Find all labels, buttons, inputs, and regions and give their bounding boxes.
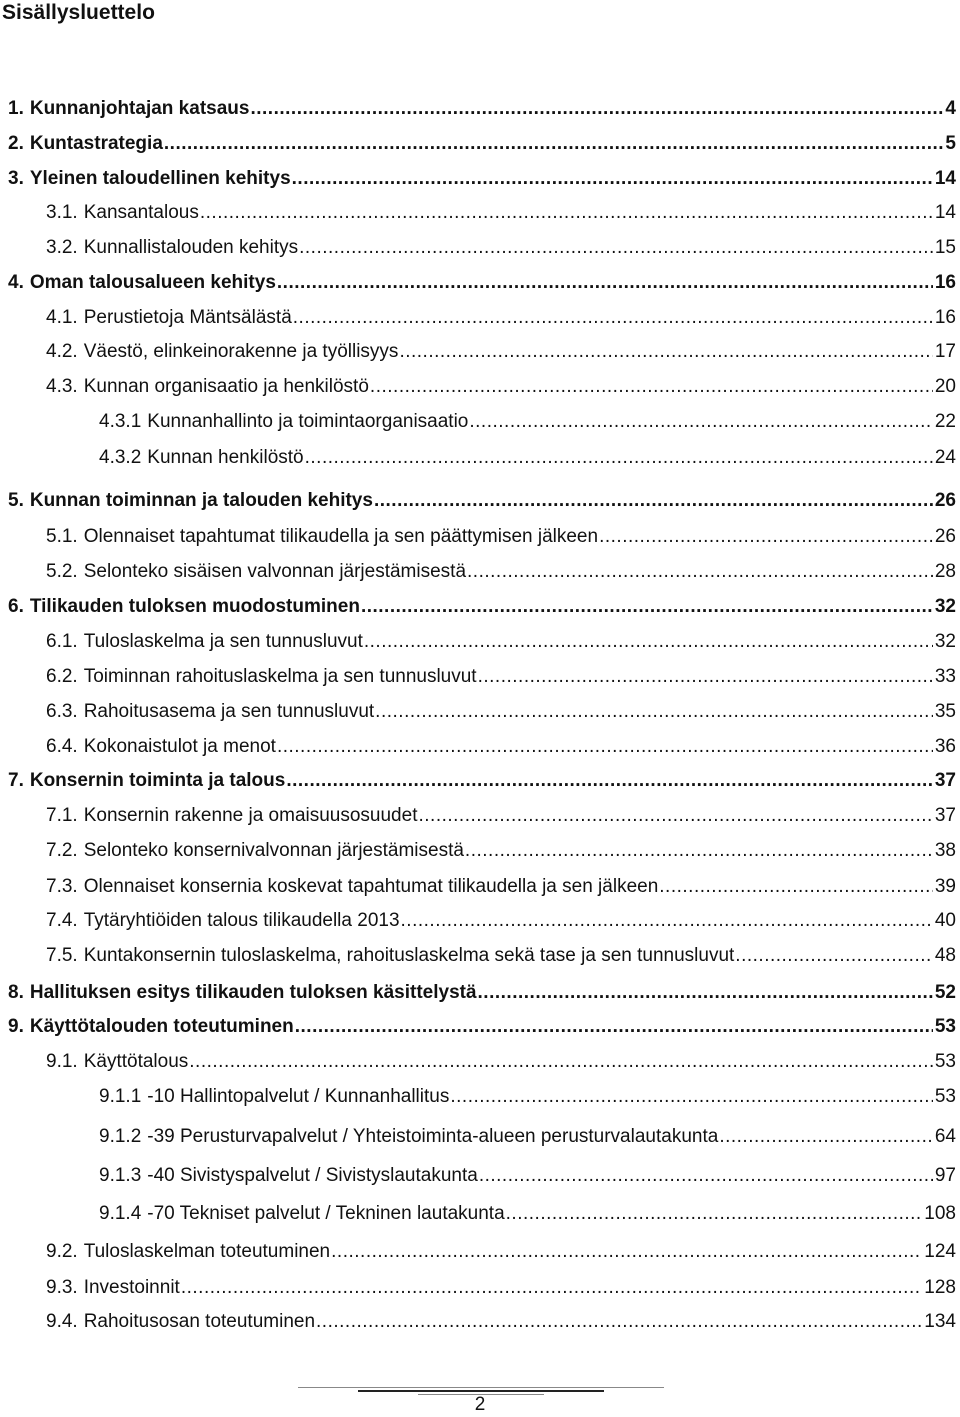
toc-entry-title: Kunnallistalouden kehitys (83, 237, 299, 258)
toc-entry-title: Kunnanhallinto ja toimintaorganisaatio (147, 411, 469, 432)
toc-entry-number: 9.1.3 (99, 1165, 142, 1186)
toc-entry-title: -10 Hallintopalvelut / Kunnanhallitus (147, 1086, 450, 1107)
toc-dot-leader (364, 629, 933, 655)
toc-dot-leader (164, 131, 944, 157)
toc-entry-page: 4 (945, 98, 956, 119)
toc-dot-leader (374, 488, 933, 514)
toc-dot-leader (399, 339, 932, 365)
toc-entry-number: 6.3. (46, 701, 78, 722)
toc-entry-page: 36 (934, 736, 956, 757)
toc-entry-number: 6.2. (46, 666, 78, 687)
toc-entry-page: 134 (924, 1311, 956, 1332)
toc-dot-leader (305, 445, 933, 471)
toc-dot-leader (659, 874, 933, 900)
toc-entry-page: 97 (934, 1165, 956, 1186)
toc-entry-page: 64 (934, 1126, 956, 1147)
toc-entry-title: Tuloslaskelman toteutuminen (83, 1241, 331, 1262)
toc-entry-title: Konsernin toiminta ja talous (29, 770, 286, 791)
toc-entry-page: 124 (924, 1241, 956, 1262)
toc-entry-number: 4.2. (46, 341, 78, 362)
toc-entry-title: Rahoitusosan toteutuminen (83, 1311, 316, 1332)
toc-entry-page: 17 (934, 341, 956, 362)
toc-entry-title: Kunnan organisaatio ja henkilöstö (83, 376, 369, 397)
toc-entry[interactable] (99, 1201, 956, 1227)
toc-entry-title: Toiminnan rahoituslaskelma ja sen tunnusluvut (83, 666, 477, 687)
toc-entry-number: 1. (8, 98, 24, 119)
toc-entry-page: 14 (934, 202, 956, 223)
toc-entry-number: 5.2. (46, 561, 78, 582)
toc-dot-leader (277, 270, 933, 296)
toc-entry-page: 38 (934, 840, 956, 861)
toc-entry-title: Väestö, elinkeinorakenne ja työllisyys (83, 341, 399, 362)
toc-dot-leader (506, 1201, 923, 1227)
toc-entry-title: Olennaiset tapahtumat tilikaudella ja sen päättymisen jälkeen (83, 526, 599, 547)
toc-entry[interactable] (46, 908, 956, 934)
toc-entry[interactable] (46, 305, 956, 331)
toc-dot-leader (316, 1309, 922, 1335)
toc-entry-page: 32 (934, 631, 956, 652)
toc-entry[interactable] (8, 980, 956, 1006)
toc-entry[interactable] (8, 594, 956, 620)
toc-entry-page: 53 (934, 1051, 956, 1072)
toc-entry[interactable] (46, 559, 956, 585)
toc-entry-number: 5. (8, 490, 24, 511)
toc-entry-page: 35 (934, 701, 956, 722)
toc-entry-number: 9.1.4 (99, 1203, 142, 1224)
toc-entry[interactable] (46, 1309, 956, 1335)
toc-entry-title: Kansantalous (83, 202, 199, 223)
toc-dot-leader (286, 768, 933, 794)
toc-entry-number: 7.5. (46, 945, 78, 966)
toc-dot-leader (277, 734, 933, 760)
toc-entry[interactable] (46, 235, 956, 261)
toc-dot-leader (189, 1049, 933, 1075)
toc-entry[interactable] (46, 699, 956, 725)
toc-entry-number: 4.1. (46, 307, 78, 328)
toc-entry-page: 32 (934, 596, 956, 617)
toc-entry[interactable] (8, 166, 956, 192)
toc-entry-title: Selonteko konsernivalvonnan järjestämisestä (83, 840, 464, 861)
toc-dot-leader (599, 524, 933, 550)
toc-entry-number: 9.2. (46, 1241, 78, 1262)
toc-entry-page: 40 (934, 910, 956, 931)
toc-dot-leader (331, 1239, 922, 1265)
toc-entry[interactable] (46, 664, 956, 690)
toc-dot-leader (465, 838, 933, 864)
toc-entry[interactable] (8, 488, 956, 514)
toc-entry-number: 7. (8, 770, 24, 791)
toc-entry-number: 2. (8, 133, 24, 154)
toc-entry-page: 39 (934, 876, 956, 897)
toc-entry-page: 16 (934, 272, 956, 293)
toc-entry[interactable] (46, 524, 956, 550)
toc-entry-title: Kunnan toiminnan ja talouden kehitys (29, 490, 373, 511)
toc-dot-leader (293, 305, 933, 331)
toc-dot-leader (401, 908, 933, 934)
toc-entry-number: 4.3. (46, 376, 78, 397)
toc-dot-leader (181, 1275, 922, 1301)
toc-entry-page: 53 (934, 1016, 956, 1037)
toc-entry-page: 33 (934, 666, 956, 687)
toc-entry-page: 16 (934, 307, 956, 328)
toc-entry-title: Käyttötalouden toteutuminen (29, 1016, 294, 1037)
toc-entry-number: 7.4. (46, 910, 78, 931)
footer-rule-top (298, 1387, 664, 1388)
toc-entry-number: 7.1. (46, 805, 78, 826)
toc-entry-title: Kokonaistulot ja menot (83, 736, 276, 757)
toc-entry-title: -70 Tekniset palvelut / Tekninen lautakunta (147, 1203, 505, 1224)
toc-entry[interactable] (99, 445, 956, 471)
toc-entry-number: 9.1. (46, 1051, 78, 1072)
toc-entry-title: Kuntastrategia (29, 133, 163, 154)
toc-dot-leader (250, 96, 943, 122)
toc-entry-page: 22 (934, 411, 956, 432)
toc-entry[interactable] (8, 96, 956, 122)
toc-entry-number: 7.2. (46, 840, 78, 861)
toc-entry[interactable] (99, 1124, 956, 1150)
toc-entry-title: Oman talousalueen kehitys (29, 272, 276, 293)
toc-entry-number: 9. (8, 1016, 24, 1037)
toc-entry-page: 128 (924, 1277, 956, 1298)
toc-entry-number: 3.2. (46, 237, 78, 258)
toc-entry-page: 108 (924, 1203, 956, 1224)
toc-entry-page: 37 (934, 805, 956, 826)
toc-entry-number: 8. (8, 982, 24, 1003)
toc-entry-title: Kunnan henkilöstö (147, 447, 304, 468)
toc-dot-leader (479, 1163, 933, 1189)
toc-entry[interactable] (46, 200, 956, 226)
page-number: 2 (474, 1394, 486, 1415)
toc-entry[interactable] (46, 374, 956, 400)
toc-entry[interactable] (99, 1163, 956, 1189)
toc-entry-number: 6. (8, 596, 24, 617)
toc-entry-page: 26 (934, 526, 956, 547)
toc-entry-page: 48 (934, 945, 956, 966)
toc-entry-number: 5.1. (46, 526, 78, 547)
toc-entry[interactable] (46, 629, 956, 655)
toc-entry[interactable] (46, 339, 956, 365)
toc-entry-page: 28 (934, 561, 956, 582)
toc-entry-title: Rahoitusasema ja sen tunnusluvut (83, 701, 375, 722)
toc-dot-leader (735, 943, 933, 969)
toc-entry-title: Yleinen taloudellinen kehitys (29, 168, 291, 189)
toc-entry-number: 9.4. (46, 1311, 78, 1332)
toc-entry-title: Tuloslaskelma ja sen tunnusluvut (83, 631, 363, 652)
toc-dot-leader (200, 200, 933, 226)
toc-dot-leader (478, 664, 933, 690)
toc-entry-title: Käyttötalous (83, 1051, 189, 1072)
toc-entry[interactable] (8, 270, 956, 296)
toc-entry-number: 6.4. (46, 736, 78, 757)
toc-entry[interactable] (8, 131, 956, 157)
toc-entry[interactable] (46, 943, 956, 969)
toc-entry[interactable] (99, 409, 956, 435)
toc-entry-title: Hallituksen esitys tilikauden tuloksen käsittelystä (29, 982, 477, 1003)
toc-entry[interactable] (99, 1084, 956, 1110)
toc-dot-leader (375, 699, 933, 725)
page-title: Sisällysluettelo (2, 1, 155, 24)
toc-dot-leader (299, 235, 933, 261)
toc-entry-number: 6.1. (46, 631, 78, 652)
toc-entry[interactable] (46, 874, 956, 900)
toc-entry[interactable] (46, 838, 956, 864)
toc-entry[interactable] (46, 803, 956, 829)
toc-entry[interactable] (46, 1049, 956, 1075)
toc-dot-leader (450, 1084, 933, 1110)
toc-entry-page: 24 (934, 447, 956, 468)
toc-entry-number: 9.1.2 (99, 1126, 142, 1147)
toc-entry-number: 9.1.1 (99, 1086, 142, 1107)
toc-entry-page: 14 (934, 168, 956, 189)
toc-entry-page: 5 (945, 133, 956, 154)
toc-entry-title: Tytäryhtiöiden talous tilikaudella 2013 (83, 910, 400, 931)
toc-entry-page: 15 (934, 237, 956, 258)
toc-dot-leader (469, 409, 932, 435)
toc-entry-page: 26 (934, 490, 956, 511)
toc-dot-leader (292, 166, 933, 192)
toc-entry-number: 4. (8, 272, 24, 293)
toc-dot-leader (295, 1014, 933, 1040)
toc-entry-number: 7.3. (46, 876, 78, 897)
toc-entry-title: Olennaiset konsernia koskevat tapahtumat tilikaudella ja sen jälkeen (83, 876, 659, 897)
toc-entry-number: 4.3.1 (99, 411, 142, 432)
toc-entry-number: 3.1. (46, 202, 78, 223)
toc-entry-title: Kuntakonsernin tuloslaskelma, rahoituslaskelma sekä tase ja sen tunnusluvut (83, 945, 735, 966)
footer-rule-middle (358, 1390, 604, 1392)
toc-entry[interactable] (46, 1239, 956, 1265)
toc-entry-title: Perustietoja Mäntsälästä (83, 307, 292, 328)
toc-entry-page: 52 (934, 982, 956, 1003)
toc-entry[interactable] (8, 768, 956, 794)
toc-entry-title: -40 Sivistyspalvelut / Sivistyslautakunta (147, 1165, 478, 1186)
toc-dot-leader (370, 374, 933, 400)
toc-entry-title: Investoinnit (83, 1277, 180, 1298)
toc-entry-title: Selonteko sisäisen valvonnan järjestämisestä (83, 561, 467, 582)
toc-entry-title: Konsernin rakenne ja omaisuusosuudet (83, 805, 418, 826)
toc-entry-number: 3. (8, 168, 24, 189)
toc-entry[interactable] (8, 1014, 956, 1040)
toc-entry[interactable] (46, 1275, 956, 1301)
toc-entry[interactable] (46, 734, 956, 760)
toc-entry-number: 4.3.2 (99, 447, 142, 468)
toc-entry-number: 9.3. (46, 1277, 78, 1298)
toc-dot-leader (418, 803, 932, 829)
toc-dot-leader (467, 559, 933, 585)
toc-entry-title: Kunnanjohtajan katsaus (29, 98, 250, 119)
toc-dot-leader (478, 980, 933, 1006)
toc-dot-leader (361, 594, 933, 620)
toc-entry-page: 20 (934, 376, 956, 397)
toc-dot-leader (719, 1124, 933, 1150)
toc-entry-page: 53 (934, 1086, 956, 1107)
toc-entry-page: 37 (934, 770, 956, 791)
toc-entry-title: Tilikauden tuloksen muodostuminen (29, 596, 360, 617)
toc-entry-title: -39 Perusturvapalvelut / Yhteistoiminta-alueen perusturvalautakunta (147, 1126, 719, 1147)
